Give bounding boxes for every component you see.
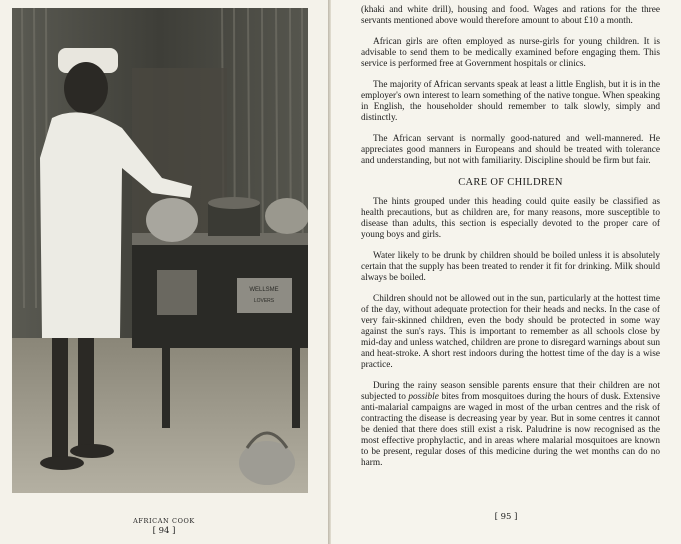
section-heading: CARE OF CHILDREN bbox=[458, 177, 563, 188]
paragraph bbox=[361, 381, 660, 469]
svg-text:LOVERS: LOVERS bbox=[253, 298, 275, 304]
body-text bbox=[361, 5, 660, 479]
left-page bbox=[0, 0, 328, 544]
emphasis: possible bbox=[408, 392, 439, 402]
cook-photo-illustration bbox=[12, 8, 308, 493]
paragraph: The hints grouped under this heading could quite easily be classified as health precautions, but as children are, for many reasons, more susceptible to disease than adults, this section is especially devoted to the proper care of young boys and girls. bbox=[361, 197, 660, 240]
right-page bbox=[331, 0, 681, 544]
page-number-left: [ 94 ] bbox=[152, 526, 176, 536]
photo-caption: AFRICAN COOK bbox=[133, 517, 195, 525]
paragraph: (khaki and white drill), housing and food. Wages and rations for the three servants mentioned above would therefore amount to about £10 a month. bbox=[361, 5, 660, 26]
paragraph: The African servant is normally good-natured and well-mannered. He appreciates good manners in Europeans and should be treated with tolerance and understanding, but not with familiarity. Discipline should be firm but fair. bbox=[361, 134, 660, 166]
paragraph: Water likely to be drunk by children should be boiled unless it is absolutely certain that the supply has been treated to render it fit for drinking. Milk should always be boiled. bbox=[361, 251, 660, 283]
paragraph-text: bites from mosquitoes during the hours of dusk. Extensive anti-malarial campaigns are waged in most of the urban centres and the risk of contracting the disease is decreasing year by year. But in some centres it cannot be denied that there does still exist a risk. Paludrine is now recognised as the most effective prophylactic, and in areas where malarial mosquitoes are known to be present, regular doses of this medicine during the wet months can do no harm. bbox=[361, 392, 660, 468]
stove-label: WELLSME bbox=[249, 287, 279, 293]
paragraph-text: During the rainy season sensible parents ensure that their children are not subjected to bbox=[361, 381, 660, 402]
paragraph: Children should not be allowed out in the sun, particularly at the hottest time of the day, without adequate protection for their heads and necks. In the case of very fair-skinned children, even the body should be protected in some way against the sun's rays. This is important to remember as all schools close by mid-day and unless watched, children are prone to disregard warnings about sun and heat-stroke. A short rest indoors during the hottest time of the day is a wise practice. bbox=[361, 294, 660, 370]
page-number-right: [ 95 ] bbox=[494, 512, 518, 522]
african-cook-photo bbox=[12, 8, 308, 493]
paragraph: The majority of African servants speak at least a little English, but it is in the employer's own interest to learn something of the native tongue. When speaking in English, the householder should remember to talk slowly, simply and distinctly. bbox=[361, 80, 660, 123]
paragraph: African girls are often employed as nurse-girls for young children. It is advisable to send them to be medically examined before engaging them. This service is performed free at Government hospitals or clinics. bbox=[361, 37, 660, 69]
